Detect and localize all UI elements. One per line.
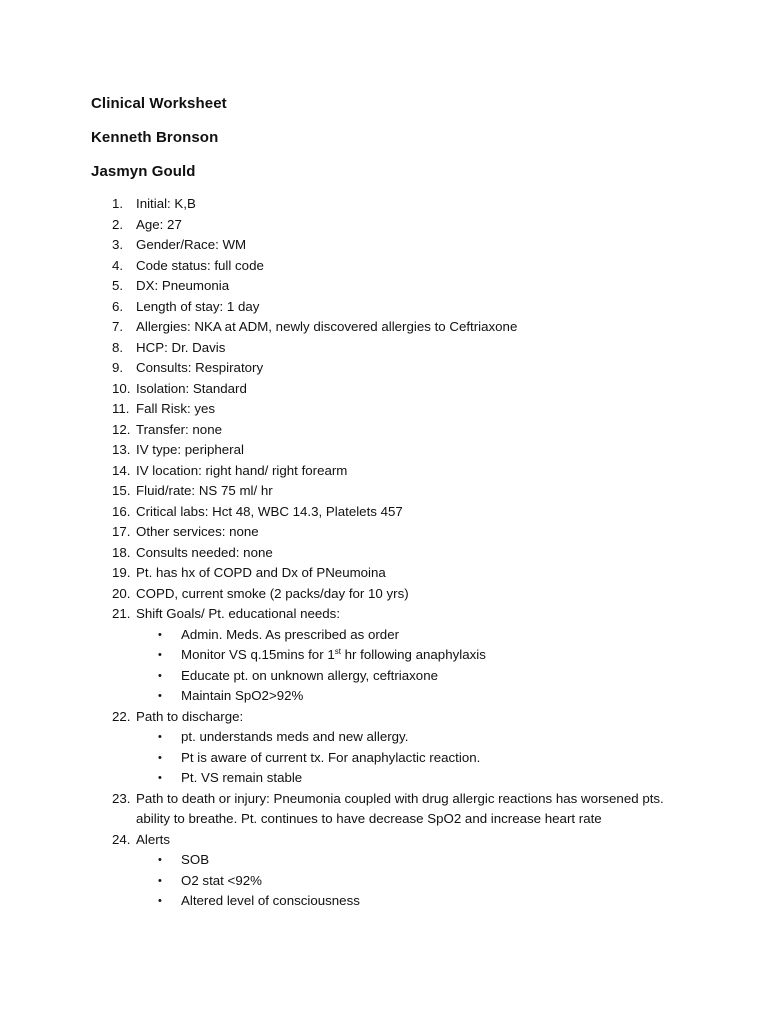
worksheet-item xyxy=(0,256,768,277)
item-number: 16. xyxy=(112,503,131,519)
bullet-list xyxy=(0,850,768,912)
bullet-icon: • xyxy=(158,854,162,866)
worksheet-item xyxy=(0,297,768,318)
bullet-item xyxy=(0,727,768,748)
bullet-text: Altered level of consciousness xyxy=(181,893,360,908)
item-number: 11. xyxy=(112,401,130,416)
item-number: 6. xyxy=(112,298,124,314)
bullet-item xyxy=(0,871,768,892)
item-number: 24. xyxy=(112,831,131,847)
bullet-icon: • xyxy=(158,628,162,641)
worksheet-item xyxy=(0,358,768,379)
item-text: Shift Goals/ Pt. educational needs: xyxy=(136,606,341,621)
worksheet-item xyxy=(0,707,768,789)
worksheet-item xyxy=(0,235,768,256)
bullet-item xyxy=(0,666,768,687)
item-text: Allergies: NKA at ADM, newly discovered allergies to Ceftriaxone xyxy=(136,319,518,334)
item-text: Fluid/rate: NS 75 ml/ hr xyxy=(136,483,273,498)
bullet-text: Admin. Meds. As prescribed as order xyxy=(181,626,400,642)
item-number: 19. xyxy=(112,565,131,580)
item-text: IV location: right hand/ right forearm xyxy=(136,462,348,478)
item-text: Isolation: Standard xyxy=(136,380,247,396)
item-text: Gender/Race: WM xyxy=(136,237,247,252)
superscript: st xyxy=(334,647,341,656)
worksheet-item xyxy=(0,440,768,461)
item-text: Pt. has hx of COPD and Dx of PNeumoina xyxy=(136,565,386,580)
item-number: 8. xyxy=(112,339,124,355)
bullet-icon: • xyxy=(158,751,162,764)
item-number: 7. xyxy=(112,319,124,334)
bullet-item xyxy=(0,891,768,912)
bullet-text: Pt is aware of current tx. For anaphylactic reaction. xyxy=(181,749,481,765)
bullet-text: Educate pt. on unknown allergy, ceftriaxone xyxy=(181,667,438,683)
bullet-item xyxy=(0,645,768,666)
item-text: Initial: K,B xyxy=(136,196,196,211)
bullet-item xyxy=(0,686,768,707)
item-number: 23. xyxy=(112,790,131,806)
item-number: 18. xyxy=(112,544,131,560)
bullet-item xyxy=(0,768,768,789)
worksheet-list xyxy=(0,194,768,912)
worksheet-item xyxy=(0,481,768,502)
bullet-icon: • xyxy=(158,690,162,702)
item-text: Transfer: none xyxy=(136,421,222,437)
worksheet-item xyxy=(0,543,768,564)
worksheet-item xyxy=(0,563,768,584)
worksheet-item xyxy=(0,194,768,215)
worksheet-item xyxy=(0,789,768,830)
document-title: Clinical Worksheet xyxy=(91,95,227,112)
bullet-text: O2 stat <92% xyxy=(181,872,262,888)
bullet-text: SOB xyxy=(181,852,210,867)
bullet-list xyxy=(0,625,768,707)
bullet-text xyxy=(181,645,486,666)
item-text: Age: 27 xyxy=(136,216,182,232)
item-number: 14. xyxy=(112,462,131,478)
item-number: 3. xyxy=(112,237,124,252)
bullet-item xyxy=(0,748,768,769)
student-name-2: Jasmyn Gould xyxy=(91,163,196,180)
worksheet-item xyxy=(0,379,768,400)
item-text: COPD, current smoke (2 packs/day for 10 yrs) xyxy=(136,585,409,601)
item-text: Path to death or injury: Pneumonia coupled with drug allergic reactions has worsened pts. ability to breathe. Pt. continues to have decrease SpO2 and increase heart rate xyxy=(136,790,664,826)
worksheet-item xyxy=(0,584,768,605)
bullet-icon: • xyxy=(158,669,162,682)
item-number: 13. xyxy=(112,442,131,457)
item-text: Fall Risk: yes xyxy=(136,401,216,416)
item-number: 17. xyxy=(112,524,131,539)
bullet-list xyxy=(0,727,768,789)
bullet-text-part: hr following anaphylaxis xyxy=(340,647,486,662)
item-text: Path to discharge: xyxy=(136,708,244,724)
worksheet-item xyxy=(0,502,768,523)
worksheet-item xyxy=(0,461,768,482)
bullet-text: Pt. VS remain stable xyxy=(181,770,303,785)
item-text: HCP: Dr. Davis xyxy=(136,339,226,355)
item-text: Consults: Respiratory xyxy=(136,360,264,375)
bullet-icon: • xyxy=(158,772,162,784)
worksheet-item xyxy=(0,522,768,543)
worksheet-item xyxy=(0,604,768,707)
item-number: 5. xyxy=(112,278,124,293)
worksheet-item xyxy=(0,399,768,420)
bullet-item xyxy=(0,850,768,871)
student-name-1: Kenneth Bronson xyxy=(91,129,219,146)
bullet-icon: • xyxy=(158,895,162,907)
item-text: IV type: peripheral xyxy=(136,442,244,457)
item-number: 21. xyxy=(112,606,131,621)
item-text: Length of stay: 1 day xyxy=(136,298,260,314)
item-text: Code status: full code xyxy=(136,257,264,273)
item-number: 2. xyxy=(112,216,124,232)
item-number: 10. xyxy=(112,380,131,396)
bullet-text: Maintain SpO2>92% xyxy=(181,688,304,703)
bullet-item xyxy=(0,625,768,646)
item-number: 4. xyxy=(112,257,124,273)
item-number: 15. xyxy=(112,483,131,498)
bullet-text-part: Monitor VS q.15mins for 1 xyxy=(181,647,335,662)
item-number: 22. xyxy=(112,708,131,724)
item-text: Consults needed: none xyxy=(136,544,273,560)
worksheet-item xyxy=(0,830,768,912)
item-number: 20. xyxy=(112,585,131,601)
bullet-text: pt. understands meds and new allergy. xyxy=(181,729,409,744)
item-text: Other services: none xyxy=(136,524,259,539)
item-text: Critical labs: Hct 48, WBC 14.3, Platelets 457 xyxy=(136,503,403,519)
item-text: Alerts xyxy=(136,831,170,847)
item-text: DX: Pneumonia xyxy=(136,278,230,293)
worksheet-item xyxy=(0,215,768,236)
item-number: 9. xyxy=(112,360,124,375)
bullet-icon: • xyxy=(158,874,162,887)
worksheet-item xyxy=(0,317,768,338)
worksheet-item xyxy=(0,420,768,441)
item-number: 12. xyxy=(112,421,131,437)
item-number: 1. xyxy=(112,196,124,211)
bullet-icon: • xyxy=(158,649,162,661)
bullet-icon: • xyxy=(158,731,162,743)
worksheet-item xyxy=(0,338,768,359)
worksheet-item xyxy=(0,276,768,297)
